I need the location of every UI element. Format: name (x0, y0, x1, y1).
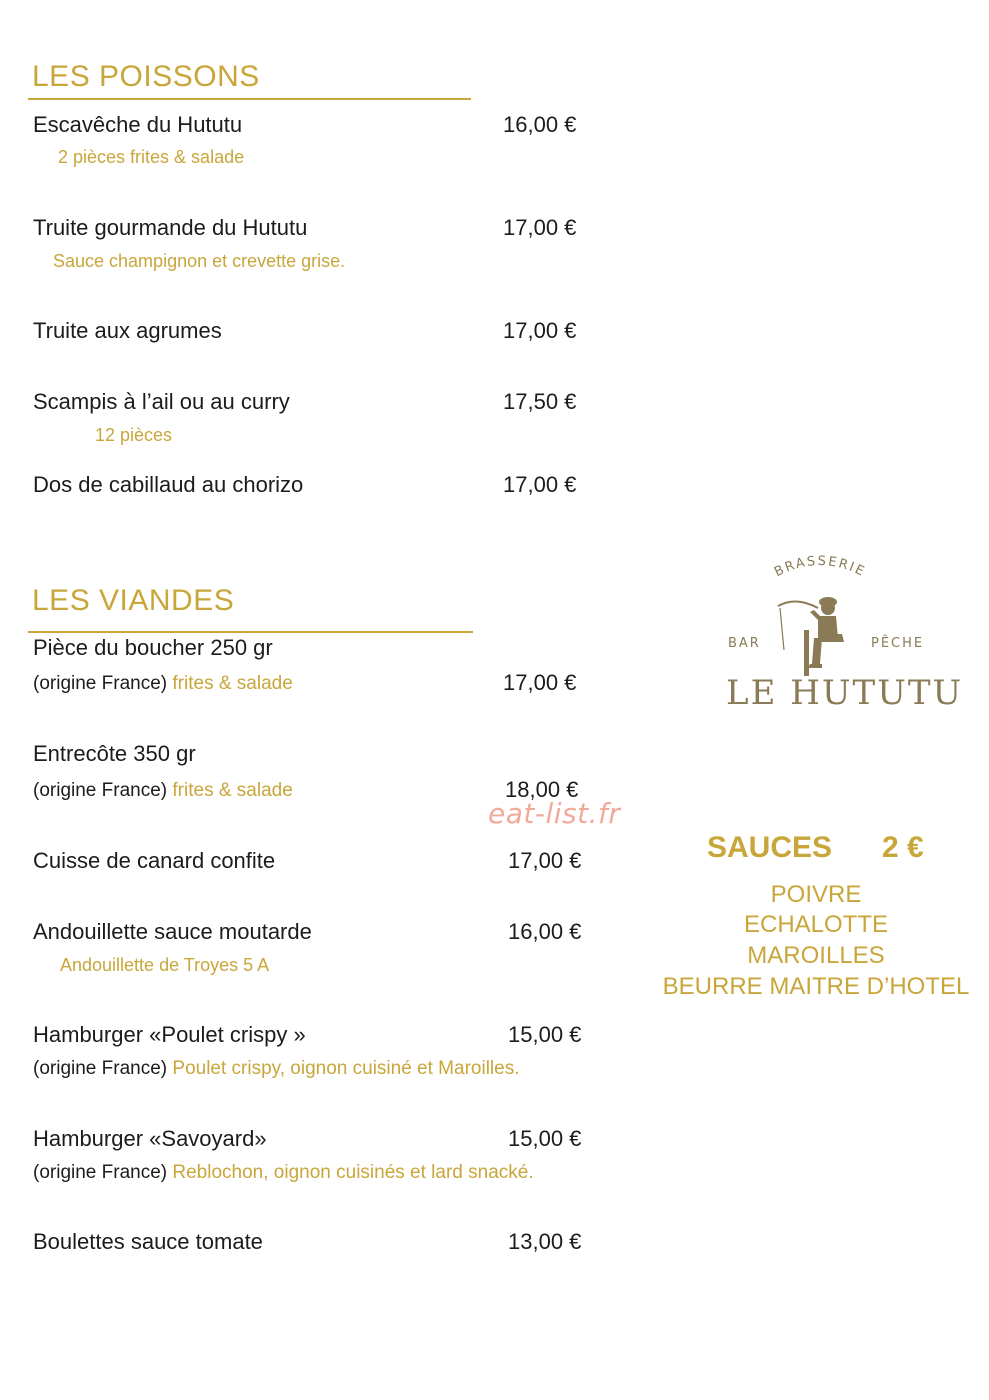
menu-item-name: Hamburger «Savoyard» (33, 1126, 267, 1151)
sauce-item: POIVRE (770, 881, 862, 908)
menu-item-origin-line (33, 673, 293, 695)
menu-item-price: 13,00 € (508, 1229, 582, 1254)
sauce-item: ECHALOTTE (743, 911, 889, 938)
menu-item-name: Escavêche du Hututu (33, 112, 243, 137)
menu-item-price: 15,00 € (508, 1022, 582, 1047)
menu-item-name: Scampis à l’ail ou au curry (33, 389, 290, 414)
section-divider (28, 631, 473, 633)
menu-item-price: 18,00 € (505, 777, 579, 802)
logo-name: LE HUTUTU (726, 673, 964, 713)
origin-label: (origine France) (33, 673, 168, 694)
menu-item-name: Truite aux agrumes (33, 318, 222, 343)
menu-item-name: Pièce du boucher 250 gr (33, 635, 273, 660)
logo-right-word: PÊCHE (871, 636, 925, 651)
sauce-item: MAROILLES (747, 942, 885, 969)
menu-item-name: Entrecôte 350 gr (33, 741, 196, 766)
menu-item-name: Hamburger «Poulet crispy » (33, 1022, 306, 1047)
svg-text:BRASSERIE (772, 554, 868, 580)
menu-item-description: Sauce champignon et crevette grise. (53, 251, 346, 271)
origin-label: (origine France) (33, 1058, 168, 1079)
sauce-item: BEURRE MAITRE D’HOTEL (662, 973, 970, 1000)
menu-item-price: 17,00 € (503, 670, 577, 695)
section-divider (28, 98, 471, 100)
menu-item-description: 2 pièces frites & salade (58, 147, 245, 167)
logo-brasserie-arc (760, 548, 880, 588)
menu-item-description: Andouillette de Troyes 5 A (60, 955, 270, 975)
origin-label: (origine France) (33, 780, 168, 801)
sauces-price: 2 € (882, 831, 924, 864)
menu-item-name: Cuisse de canard confite (33, 848, 276, 873)
menu-item-description: Poulet crispy, oignon cuisiné et Maroilles. (172, 1058, 520, 1079)
menu-item-name: Truite gourmande du Hututu (33, 215, 308, 240)
menu-item-price: 16,00 € (503, 112, 577, 137)
menu-item-price: 15,00 € (508, 1126, 582, 1151)
menu-item-name: Dos de cabillaud au chorizo (33, 472, 304, 497)
menu-item-description: 12 pièces (95, 425, 173, 445)
menu-item-origin-line (33, 1162, 534, 1184)
origin-label: (origine France) (33, 1162, 168, 1183)
section-title-viandes: LES VIANDES (32, 584, 235, 617)
logo-left-word: BAR (728, 636, 761, 651)
watermark: eat-list.fr (488, 797, 621, 830)
menu-item-description: frites & salade (172, 673, 293, 694)
menu-item-description: Reblochon, oignon cuisinés et lard snacké. (172, 1162, 534, 1183)
menu-item-name: Boulettes sauce tomate (33, 1229, 263, 1254)
menu-item-price: 17,50 € (503, 389, 577, 414)
menu-item-origin-line (33, 780, 293, 802)
menu-item-price: 17,00 € (503, 318, 577, 343)
section-title-poissons: LES POISSONS (32, 60, 260, 93)
menu-item-origin-line (33, 1058, 519, 1080)
menu-item-price: 17,00 € (508, 848, 582, 873)
menu-item-price: 16,00 € (508, 919, 582, 944)
menu-item-price: 17,00 € (503, 472, 577, 497)
menu-item-price: 17,00 € (503, 215, 577, 240)
sauces-title: SAUCES (707, 831, 833, 864)
menu-item-name: Andouillette sauce moutarde (33, 919, 312, 944)
menu-item-description: frites & salade (172, 780, 293, 801)
logo-top-word: BRASSERIE (772, 553, 868, 581)
fisherman-icon (774, 590, 854, 676)
